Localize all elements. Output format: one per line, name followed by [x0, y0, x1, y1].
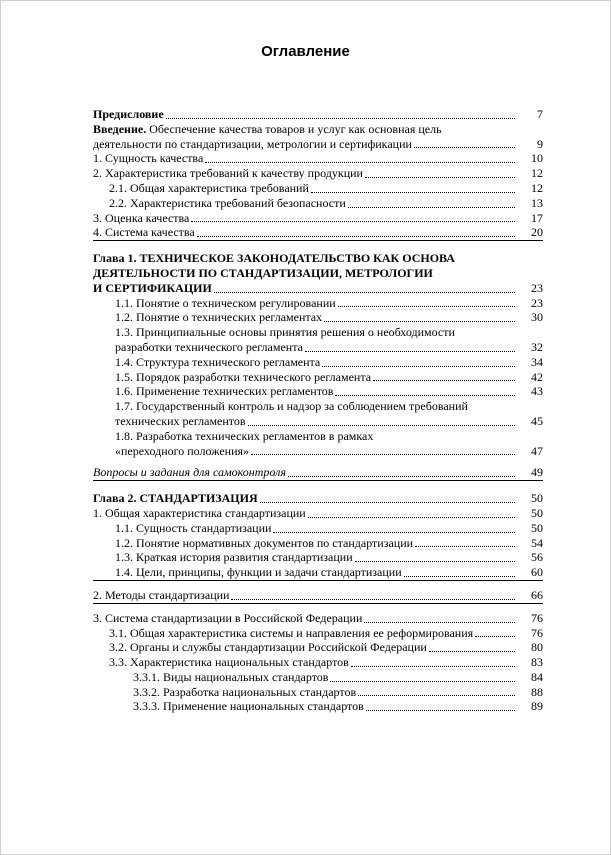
leader-dots: [365, 177, 515, 178]
spacer: [93, 481, 543, 491]
page-number: 17: [531, 210, 543, 225]
leader-dots: [414, 147, 515, 148]
page-number: 49: [531, 465, 543, 480]
leader-dots: [364, 622, 515, 623]
toc-entry[interactable]: [93, 626, 543, 641]
leader-dots: [415, 546, 515, 547]
spacer: [93, 581, 543, 588]
page-number: 80: [531, 640, 543, 655]
toc-entry[interactable]: [93, 699, 543, 714]
toc-entry-text: 2.2. Характеристика требований безопасности: [109, 195, 346, 210]
toc-entry[interactable]: [93, 465, 543, 481]
toc-entry-text: 3. Система стандартизации в Российской Федерации: [93, 610, 363, 625]
page-number: 50: [531, 520, 543, 535]
leader-dots: [248, 425, 515, 426]
page-number: 56: [531, 550, 543, 565]
leader-dots: [205, 162, 515, 163]
toc-entry-text: 3.3.2. Разработка национальных стандартов: [133, 684, 357, 699]
toc-entry[interactable]: [93, 670, 543, 685]
toc-entry-text: 3. Оценка качества: [93, 210, 190, 225]
leader-dots: [373, 380, 515, 381]
leader-dots: [366, 710, 515, 711]
page-number: 12: [531, 166, 543, 181]
toc-entry[interactable]: [93, 325, 543, 355]
page-number: 45: [531, 413, 543, 428]
leader-dots: [348, 207, 515, 208]
toc-entry-text: 2.1. Общая характеристика требований: [109, 180, 309, 195]
page-number: 89: [531, 699, 543, 714]
toc-entry-text: 3.3.3. Применение национальных стандартов: [133, 699, 364, 714]
page-number: 66: [531, 587, 543, 602]
toc-entry-text: 1.6. Применение технических регламентов: [115, 384, 334, 399]
leader-dots: [308, 517, 515, 518]
toc-entry[interactable]: [93, 611, 543, 626]
toc-entry-text: 1. Сущность качества: [93, 151, 204, 166]
toc-entry[interactable]: [93, 550, 543, 565]
toc-entry[interactable]: [93, 565, 543, 581]
page-title: Оглавление: [261, 43, 350, 60]
toc-entry[interactable]: [93, 181, 543, 196]
toc-entry-text: «переходного положения»: [115, 443, 250, 458]
toc-entry-text: Вопросы и задания для самоконтроля: [93, 465, 286, 480]
toc-entry[interactable]: [93, 196, 543, 211]
table-of-contents: [93, 107, 543, 714]
toc-entry[interactable]: [93, 384, 543, 399]
toc-entry[interactable]: [93, 429, 543, 459]
page-number: 88: [531, 684, 543, 699]
toc-entry[interactable]: [93, 640, 543, 655]
page-number: 30: [531, 310, 543, 325]
toc-entry[interactable]: [93, 151, 543, 166]
toc-entry-text: 3.3.1. Виды национальных стандартов: [133, 669, 329, 684]
leader-dots: [404, 576, 515, 577]
leader-dots: [351, 666, 515, 667]
spacer: [93, 604, 543, 611]
leader-dots: [335, 395, 515, 396]
toc-entry[interactable]: [93, 296, 543, 311]
leader-dots: [251, 454, 515, 455]
page-number: 9: [537, 136, 543, 151]
toc-entry-text: Предисловие: [93, 107, 164, 121]
toc-entry[interactable]: [93, 310, 543, 325]
leader-dots: [260, 502, 515, 503]
page-number: 42: [531, 369, 543, 384]
toc-entry-text: 1.7. Государственный контроль и надзор за соблюдением требований: [115, 399, 468, 414]
page-number: 32: [531, 339, 543, 354]
leader-dots: [311, 192, 515, 193]
leader-dots: [429, 651, 515, 652]
toc-entry-text: 2. Характеристика требований к качеству продукции: [93, 166, 363, 181]
toc-entry-text: 1.4. Цели, принципы, функции и задачи стандартизации: [115, 565, 402, 580]
leader-dots: [273, 532, 515, 533]
toc-entry[interactable]: [93, 122, 543, 152]
page-number: 43: [531, 384, 543, 399]
toc-entry-text: 1.3. Принципиальные основы принятия решения о необходимости: [115, 325, 455, 340]
toc-entry[interactable]: [93, 251, 543, 295]
leader-dots: [324, 321, 515, 322]
toc-entry[interactable]: [93, 355, 543, 370]
page-number: 13: [531, 195, 543, 210]
leader-dots: [197, 236, 515, 237]
leader-dots: [475, 636, 515, 637]
page-number: 10: [531, 151, 543, 166]
toc-entry[interactable]: [93, 107, 543, 122]
leader-dots: [231, 599, 515, 600]
toc-entry-text: 1.1. Сущность стандартизации: [115, 520, 272, 535]
toc-entry-text: ДЕЯТЕЛЬНОСТИ ПО СТАНДАРТИЗАЦИИ, МЕТРОЛОГИИ: [93, 265, 433, 280]
page-number: 23: [531, 295, 543, 310]
toc-entry[interactable]: [93, 655, 543, 670]
spacer: [93, 241, 543, 251]
leader-dots: [191, 221, 515, 222]
toc-entry-text: Глава 2. СТАНДАРТИЗАЦИЯ: [93, 491, 258, 506]
leader-dots: [330, 681, 515, 682]
toc-entry-text: 1.4. Структура технического регламента: [115, 354, 321, 369]
toc-entry[interactable]: [93, 370, 543, 385]
leader-dots: [214, 292, 515, 293]
leader-dots: [288, 476, 515, 477]
toc-entry[interactable]: [93, 225, 543, 241]
toc-entry-text: 1. Общая характеристика стандартизации: [93, 505, 306, 520]
toc-entry-text: Введение. Обеспечение качества товаров и услуг как основная цель: [93, 121, 442, 136]
page-number: 50: [531, 505, 543, 520]
toc-entry-text: 2. Методы стандартизации: [93, 587, 230, 602]
page-number: 12: [531, 180, 543, 195]
page-number: 54: [531, 535, 543, 550]
page-number: 60: [531, 565, 543, 580]
leader-dots: [322, 366, 515, 367]
toc-entry[interactable]: [93, 506, 543, 521]
toc-entry-text: 1.2. Понятие о технических регламентах: [115, 310, 323, 325]
leader-dots: [358, 695, 515, 696]
page-number: 20: [531, 225, 543, 240]
toc-entry[interactable]: [93, 685, 543, 700]
toc-entry-text: 3.1. Общая характеристика системы и направления ее реформирования: [109, 625, 474, 640]
toc-entry-text: 1.8. Разработка технических регламентов в рамках: [115, 428, 374, 443]
leader-dots: [305, 351, 515, 352]
spacer: [93, 458, 543, 465]
leader-dots: [355, 561, 515, 562]
page-number: 50: [531, 491, 543, 506]
page-number: 84: [531, 669, 543, 684]
page-number: 76: [531, 625, 543, 640]
toc-entry-text: 1.2. Понятие нормативных документов по стандартизации: [115, 535, 414, 550]
page-number: 83: [531, 655, 543, 670]
toc-entry[interactable]: [93, 491, 543, 506]
page-number: 34: [531, 354, 543, 369]
toc-entry[interactable]: [93, 399, 543, 429]
page-number: 47: [531, 443, 543, 458]
toc-entry-text: 1.3. Краткая история развития стандартизации: [115, 550, 353, 565]
toc-entry-text: технических регламентов: [115, 413, 246, 428]
toc-entry[interactable]: [93, 588, 543, 604]
toc-entry[interactable]: [93, 536, 543, 551]
toc-entry-text: разработки технического регламента: [115, 339, 303, 354]
leader-dots: [338, 306, 515, 307]
page-number: 23: [531, 280, 543, 295]
toc-entry-text: 3.3. Характеристика национальных стандартов: [109, 655, 349, 670]
toc-entry-text: 1.5. Порядок разработки технического регламента: [115, 369, 372, 384]
toc-entry-text: И СЕРТИФИКАЦИИ: [93, 280, 212, 295]
toc-entry-text: 3.2. Органы и службы стандартизации Российской Федерации: [109, 640, 427, 655]
toc-entry[interactable]: [93, 166, 543, 181]
toc-entry-text: 4. Система качества: [93, 225, 195, 240]
toc-entry-text: деятельности по стандартизации, метрологии и сертификации: [93, 136, 412, 151]
leader-dots: [166, 118, 515, 119]
toc-entry-text: 1.1. Понятие о техническом регулировании: [115, 295, 336, 310]
toc-entry[interactable]: [93, 521, 543, 536]
page-number: 76: [531, 610, 543, 625]
toc-entry-text: Глава 1. ТЕХНИЧЕСКОЕ ЗАКОНОДАТЕЛЬСТВО КАК ОСНОВА: [93, 251, 455, 266]
page-number: 7: [537, 107, 543, 121]
toc-entry[interactable]: [93, 211, 543, 226]
